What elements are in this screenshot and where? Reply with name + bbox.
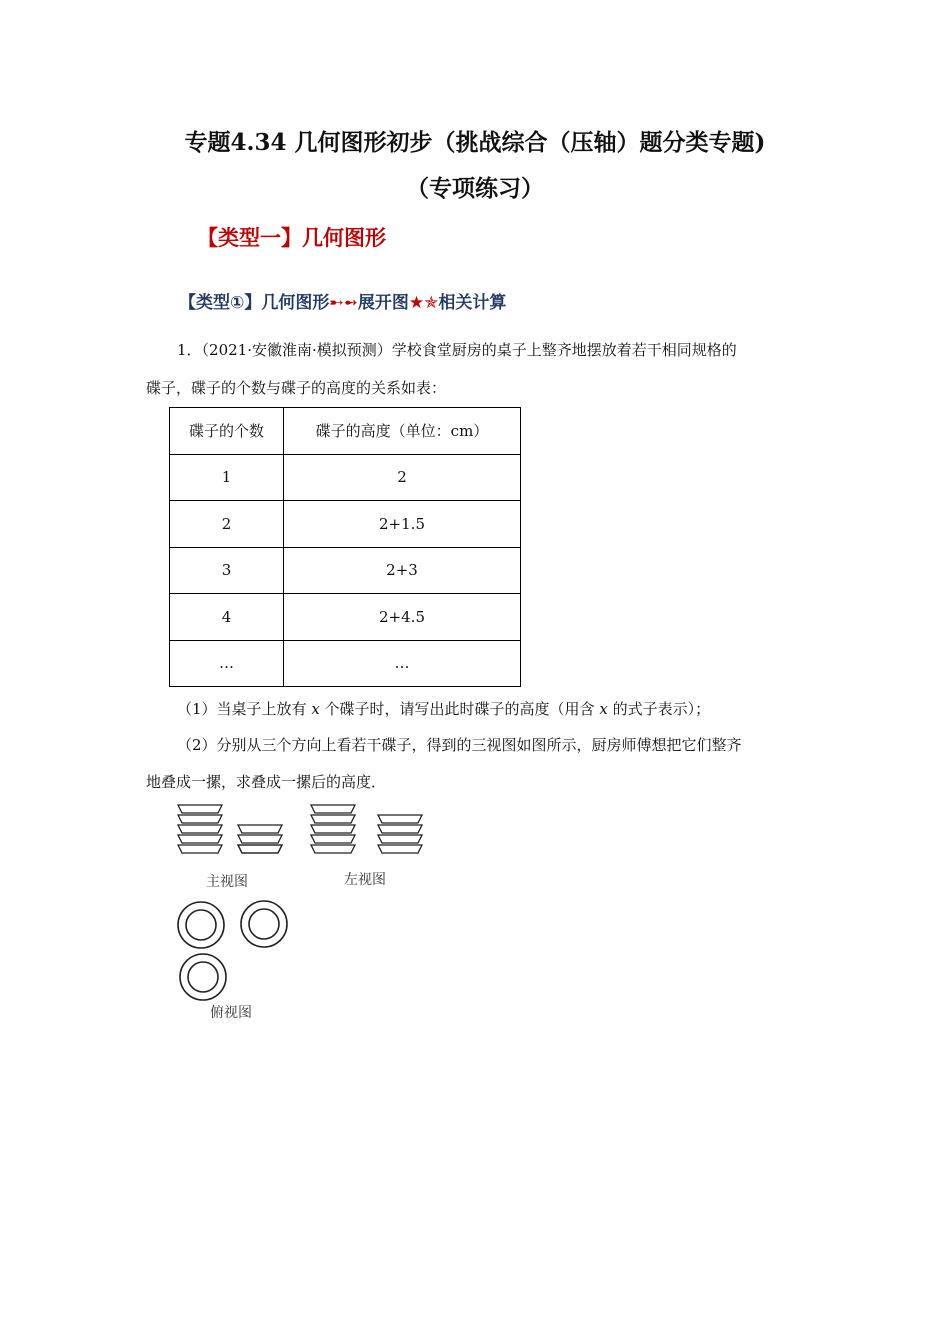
table-header-row	[170, 408, 521, 455]
page-title: 专题4.34 几何图形初步（挑战综合（压轴）题分类专题)	[184, 129, 766, 156]
table-cell: 2+3	[284, 547, 521, 594]
top-view-drawing	[178, 901, 287, 1000]
table-cell: …	[284, 640, 521, 687]
subsection-suffix: 相关计算	[438, 293, 507, 313]
table-row	[170, 594, 521, 641]
subsection-topic: 展开图	[357, 293, 409, 313]
variable-x: x	[599, 700, 608, 718]
question-1-suffix: 的式子表示）；	[607, 700, 711, 718]
front-view-drawing	[178, 805, 282, 853]
left-view-label: 左视图	[344, 872, 386, 888]
table-cell: 2+1.5	[284, 501, 521, 548]
three-view-figure	[168, 800, 438, 1030]
question-1	[177, 698, 710, 719]
table-header-cell: 碟子的个数	[170, 408, 284, 455]
question-1-middle: 个碟子时，请写出此时碟子的高度（用含	[319, 700, 600, 718]
section-heading: 【类型一】几何图形	[197, 226, 386, 250]
page-subtitle: （专项练习）	[406, 175, 544, 202]
subsection-label: 【类型①】几何图形	[179, 293, 330, 313]
table-cell: 2	[284, 454, 521, 501]
table-cell: …	[170, 640, 284, 687]
subsection-heading	[179, 288, 506, 313]
table-cell: 4	[170, 594, 284, 641]
table-row	[170, 547, 521, 594]
question-1-prefix: （1）当桌子上放有	[177, 700, 312, 718]
question-2-line1: （2）分别从三个方向上看若干碟子，得到的三视图如图所示，厨房师傅想把它们整齐	[177, 736, 742, 754]
table-cell: 3	[170, 547, 284, 594]
table-cell: 2	[170, 501, 284, 548]
table-cell: 1	[170, 454, 284, 501]
variable-x: x	[311, 700, 320, 718]
left-view-drawing	[311, 805, 422, 853]
table-row	[170, 454, 521, 501]
table-row	[170, 640, 521, 687]
problem-text-line2: 碟子，碟子的个数与碟子的高度的关系如表：	[146, 379, 447, 397]
star-decoration-icon: ★✯	[408, 293, 439, 313]
table-row	[170, 501, 521, 548]
table-header-cell: 碟子的高度（单位：cm）	[284, 408, 521, 455]
front-view-label: 主视图	[206, 874, 248, 890]
problem-text-line1: 1．（2021·安徽淮南·模拟预测）学校食堂厨房的桌子上整齐地摆放着若干相同规格的	[177, 341, 737, 359]
table-cell: 2+4.5	[284, 594, 521, 641]
top-view-label: 俯视图	[210, 1005, 252, 1021]
question-2-line2: 地叠成一摞，求叠成一摞后的高度．	[146, 773, 387, 791]
arrow-decoration-icon: ➸➻	[329, 293, 358, 313]
data-table	[169, 407, 521, 687]
